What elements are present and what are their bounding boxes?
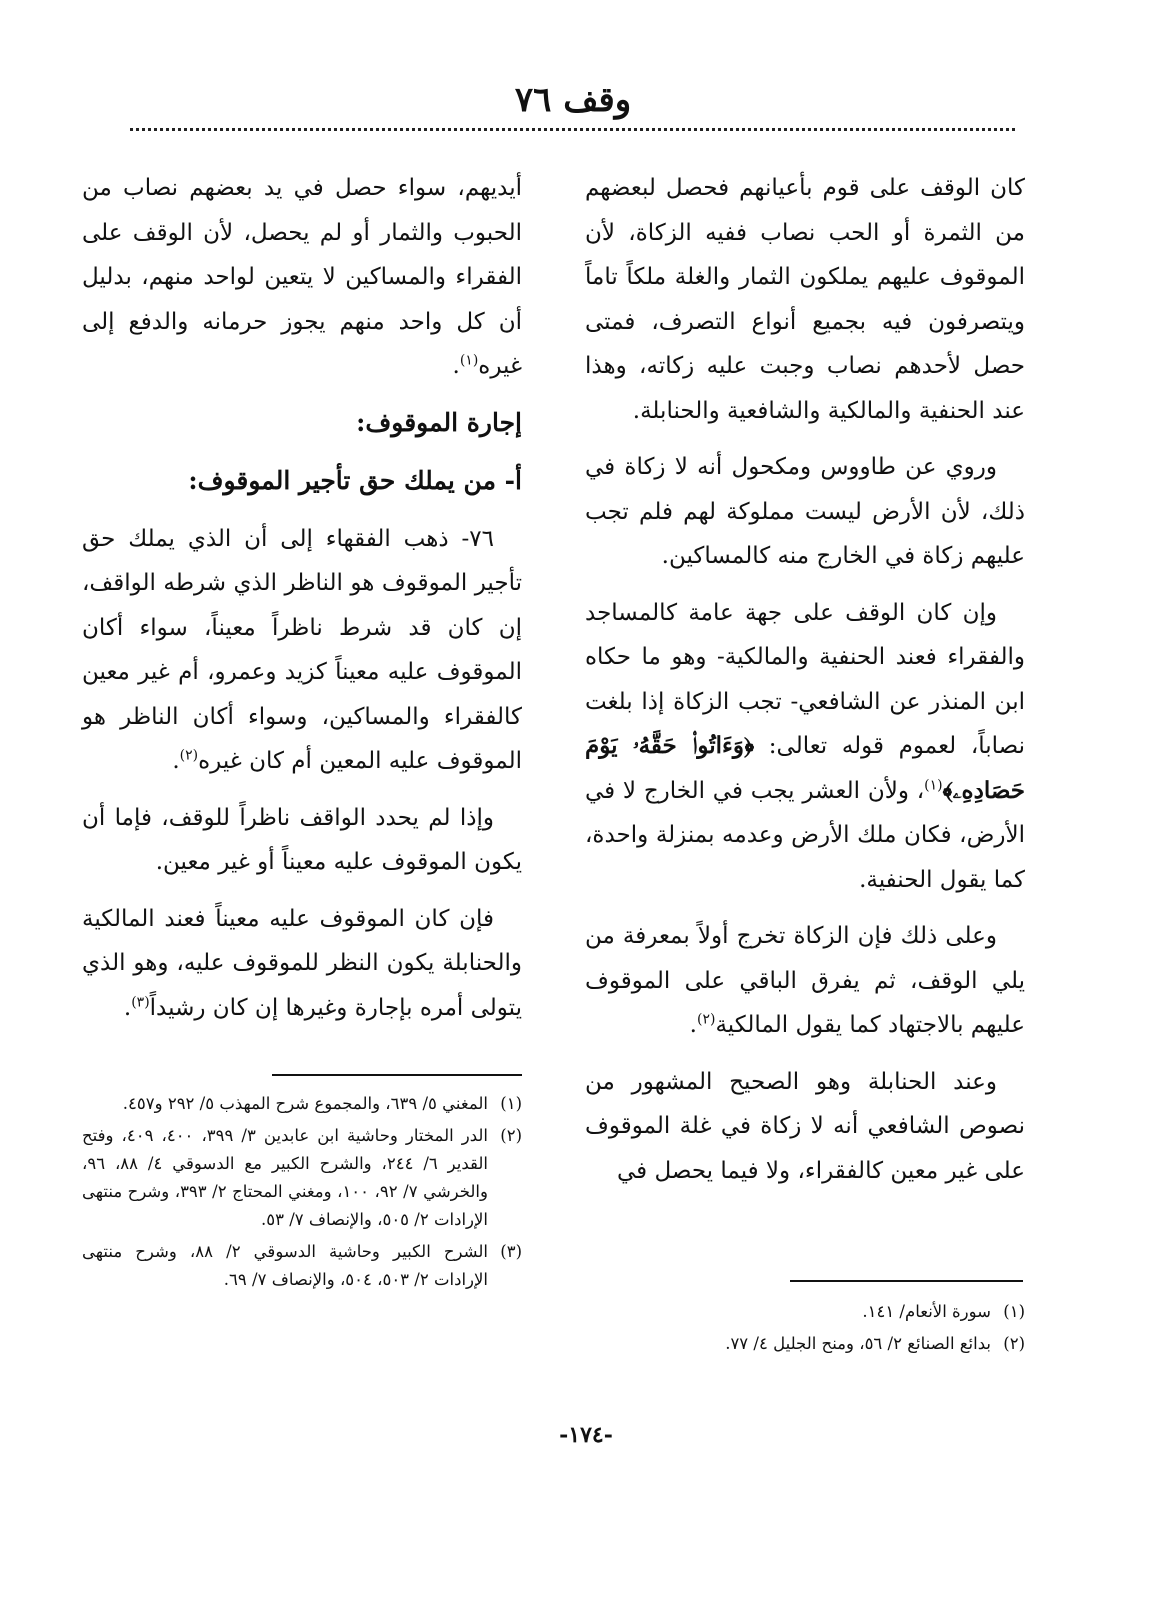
quran-verse: ﴿وَءَاتُوا۟ حَقَّهُۥ يَوْمَ حَصَادِهِۦ﴾ <box>585 732 1025 804</box>
right-column <box>585 166 1025 1205</box>
footnote <box>82 1122 522 1234</box>
paragraph <box>82 897 522 1031</box>
footnote-text: الشرح الكبير وحاشية الدسوقي ٢/ ٨٨، وشرح منتهى الإرادات ٢/ ٥٠٣، ٥٠٤، والإنصاف ٧/ ٦٩. <box>82 1242 488 1289</box>
paragraph: كان الوقف على قوم بأعيانهم فحصل لبعضهم من الثمرة أو الحب نصاب ففيه الزكاة، لأن الموقوف عليهم يملكون الثمار والغلة ملكاً تاماً ويتصرفون فيه بجميع أنواع التصرف، فمتى حصل لأحدهم نصاب وجبت عليه زكاته، وهذا عند الحنفية والمالكية والشافعية والحنابلة. <box>585 175 1025 424</box>
footnotes-left <box>82 1090 522 1298</box>
footnote-number: (٣) <box>500 1242 522 1261</box>
footnote-ref: (٣) <box>131 993 150 1010</box>
footnote-number: (٢) <box>500 1126 522 1145</box>
paragraph: وإذا لم يحدد الواقف ناظراً للوقف، فإما أن يكون الموقوف عليه معيناً أو غير معين. <box>82 804 522 875</box>
footnote-ref: (١) <box>459 352 479 369</box>
paragraph-text: وعلى ذلك فإن الزكاة تخرج أولاً بمعرفة من يلي الوقف، ثم يفرق الباقي على الموقوف عليهم بالاجتهاد كما يقول المالكية <box>585 923 1025 1038</box>
header-dotted-rule <box>130 128 1015 131</box>
paragraph-text: . <box>123 994 132 1021</box>
footnote-number: (١) <box>500 1094 522 1113</box>
header-title: وقف ٧٦ <box>514 80 632 120</box>
paragraph-text: . <box>452 353 460 379</box>
footnote-number: (١) <box>1003 1302 1025 1321</box>
paragraph <box>82 517 522 784</box>
paragraph-text: . <box>689 1012 697 1038</box>
left-column <box>82 166 522 1042</box>
footnote-separator-right <box>790 1280 1023 1282</box>
paragraph: وروي عن طاووس ومكحول أنه لا زكاة في ذلك، لأن الأرض ليست مملوكة لهم فلم تجب عليهم زكاة في الخارج منه كالمساكين. <box>585 454 1025 569</box>
footnote-text: الدر المختار وحاشية ابن عابدين ٣/ ٣٩٩، ٤٠٠، ٤٠٩، وفتح القدير ٦/ ٢٤٤، والشرح الكبير مع الدسوقي ٤/ ٨٨، ٩٦، والخرشي ٧/ ٩٢، ١٠٠، ومغني المحتاج ٢/ ٣٩٣، وشرح منتهى الإرادات ٢/ ٥٠٥، والإنصاف ٧/ ٥٣. <box>82 1126 488 1229</box>
paragraph-text: أيديهم، سواء حصل في يد بعضهم نصاب من الحبوب والثمار أو لم يحصل، لأن الوقف على الفقراء والمساكين لا يتعين لواحد منهم، بدليل أن كل واحد منهم يجوز حرمانه والدفع إلى غيره <box>82 175 522 379</box>
page-header <box>128 78 1018 122</box>
footnote-ref: (٢) <box>179 747 199 764</box>
footnote-text: بدائع الصنائع ٢/ ٥٦، ومنح الجليل ٤/ ٧٧. <box>725 1334 991 1353</box>
footnote-text: المغني ٥/ ٦٣٩، والمجموع شرح المهذب ٥/ ٢٩٢ و٤٥٧. <box>122 1094 488 1113</box>
footnote-text: سورة الأنعام/ ١٤١. <box>862 1302 991 1321</box>
footnote <box>82 1090 522 1118</box>
paragraph-text: فإن كان الموقوف عليه معيناً فعند المالكية والحنابلة يكون النظر للموقوف عليه، وهو الذي يتولى أمره بإجارة وغيرها إن كان رشيداً <box>82 905 522 1021</box>
paragraph <box>82 166 522 389</box>
footnote <box>82 1238 522 1294</box>
paragraph-text: ٧٦- ذهب الفقهاء إلى أن الذي يملك حق تأجير الموقوف هو الناظر الذي شرطه الواقف، إن كان قد شرط ناظراً معيناً، سواء أكان الموقوف عليه معيناً كزيد وعمرو، أم غير معين كالفقراء والمساكين، وسواء أكان الناظر هو الموقوف عليه المعين أم كان غيره <box>82 525 522 774</box>
section-heading: إجارة الموقوف: <box>356 407 522 437</box>
footnote <box>585 1298 1025 1326</box>
footnote <box>585 1330 1025 1358</box>
footnotes-right <box>585 1298 1025 1362</box>
footnote-number: (٢) <box>1003 1334 1025 1353</box>
paragraph: وعند الحنابلة وهو الصحيح المشهور من نصوص الشافعي أنه لا زكاة في غلة الموقوف على غير معين كالفقراء، ولا فيما يحصل في <box>585 1068 1025 1184</box>
footnote-ref: (٢) <box>696 1011 716 1028</box>
paragraph-text: وإن كان الوقف على جهة عامة كالمساجد والفقراء فعند الحنفية والمالكية- وهو ما حكاه ابن المنذر عن الشافعي- تجب الزكاة إذا بلغت نصاباً، لعموم قوله تعالى: <box>585 599 1026 759</box>
footnote-separator-left <box>272 1074 522 1076</box>
footnote-ref: (١) <box>924 776 943 793</box>
paragraph <box>585 591 1025 903</box>
paragraph-text: . <box>172 748 180 774</box>
page-number: -١٧٤- <box>559 1422 613 1448</box>
paragraph <box>585 914 1025 1048</box>
subsection-heading: أ- من يملك حق تأجير الموقوف: <box>188 465 522 495</box>
paragraph-text: ، ولأن العشر يجب في الخارج لا في الأرض، فكان ملك الأرض وعدمه بمنزلة واحدة، كما يقول الحنفية. <box>585 777 1025 893</box>
